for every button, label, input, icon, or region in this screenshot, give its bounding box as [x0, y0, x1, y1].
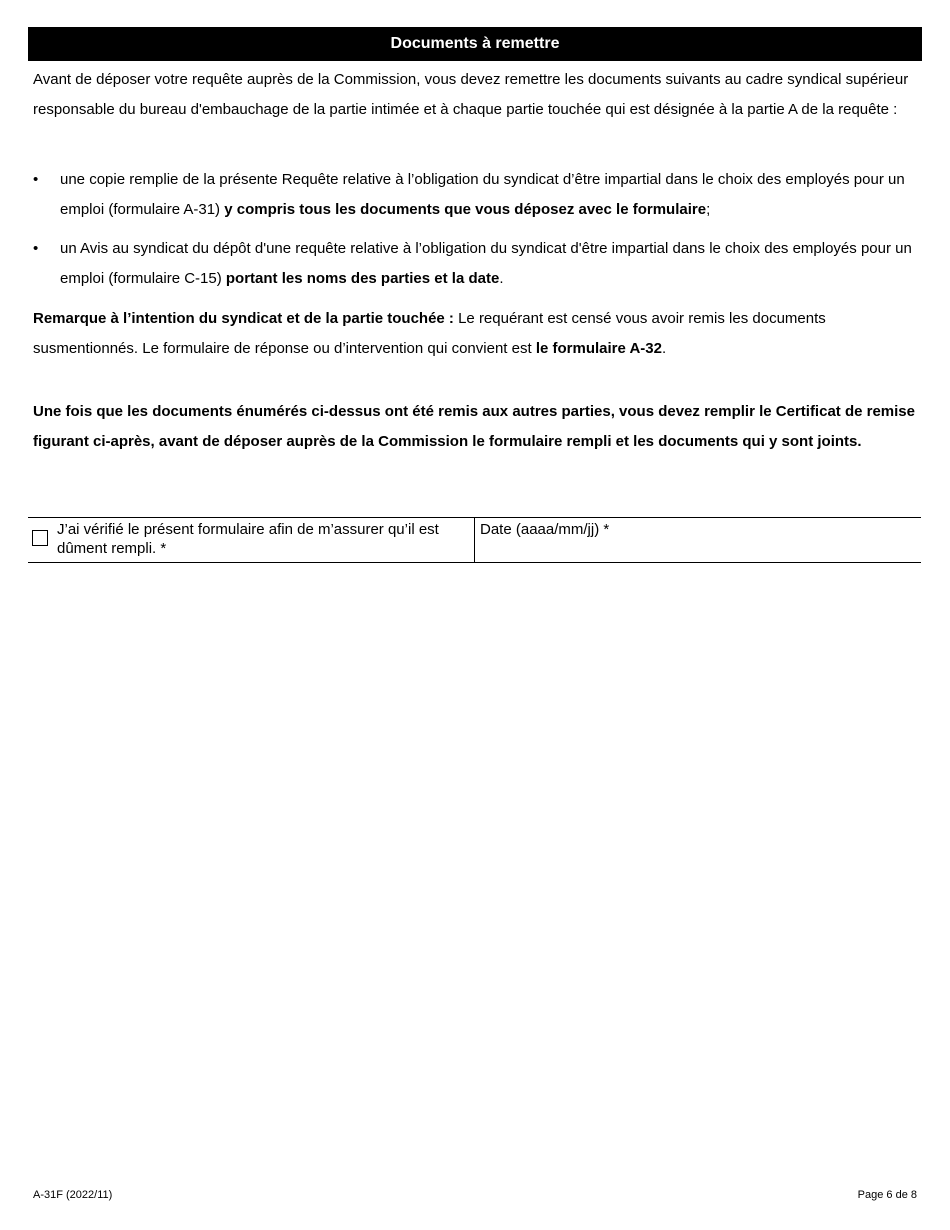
date-input[interactable] [480, 540, 914, 560]
verification-checkbox[interactable] [32, 530, 48, 546]
remark-paragraph [33, 304, 923, 363]
section-title: Documents à remettre [390, 35, 560, 52]
bullet-dot: • [33, 171, 39, 188]
section-header [28, 27, 922, 61]
bullet-dot: • [33, 240, 39, 257]
remark-form-name: le formulaire A-32 [535, 339, 662, 357]
bullet-text [60, 234, 923, 293]
bullet-text-tail: . [499, 269, 504, 287]
date-label: Date (aaaa/mm/jj) * [480, 521, 610, 538]
remark-text: Le requérant est censé vous avoir remis les documents susmentionnés. Le formulaire de réponse ou d’intervention qui convient est [33, 310, 826, 357]
bullet-text [60, 165, 923, 224]
bullet-text-regular: une copie remplie de la présente Requête relative à l’obligation du syndicat d’être impartial dans le choix des employés pour un emploi (formulaire A-31) [60, 171, 905, 218]
verification-cell [28, 518, 475, 562]
bullet-text-regular: un Avis au syndicat du dépôt d'une requête relative à l’obligation du syndicat d'être impartial dans le choix des employés pour un emploi (formulaire C-15) [60, 240, 912, 287]
verification-label: J’ai vérifié le présent formulaire afin de m’assurer qu’il est dûment rempli. * [57, 521, 439, 557]
remark-lead: Remarque à l’intention du syndicat et de la partie touchée : [33, 310, 454, 327]
intro-paragraph: Avant de déposer votre requête auprès de la Commission, vous devez remettre les documents suivants au cadre syndical supérieur responsable du bureau d'embauchage de la partie intimée et à chaque partie touchée qui est désignée à la partie A de la requête : [33, 71, 909, 118]
instruction-paragraph: Une fois que les documents énumérés ci-dessus ont été remis aux autres parties, vous devez remplir le Certificat de remise figurant ci-après, avant de déposer auprès de la Commission le formulaire rempli et les documents qui y sont joints. [33, 403, 915, 450]
date-cell [475, 518, 921, 562]
bullet-text-tail: ; [706, 200, 711, 218]
remark-tail: . [661, 339, 667, 357]
bullet-text-bold: y compris tous les documents que vous déposez avec le formulaire [224, 200, 707, 218]
certification-table [28, 517, 921, 563]
bullet-text-bold: portant les noms des parties et la date [225, 269, 500, 287]
page-number: Page 6 de 8 [857, 1189, 917, 1201]
form-code: A-31F (2022/11) [33, 1189, 113, 1201]
